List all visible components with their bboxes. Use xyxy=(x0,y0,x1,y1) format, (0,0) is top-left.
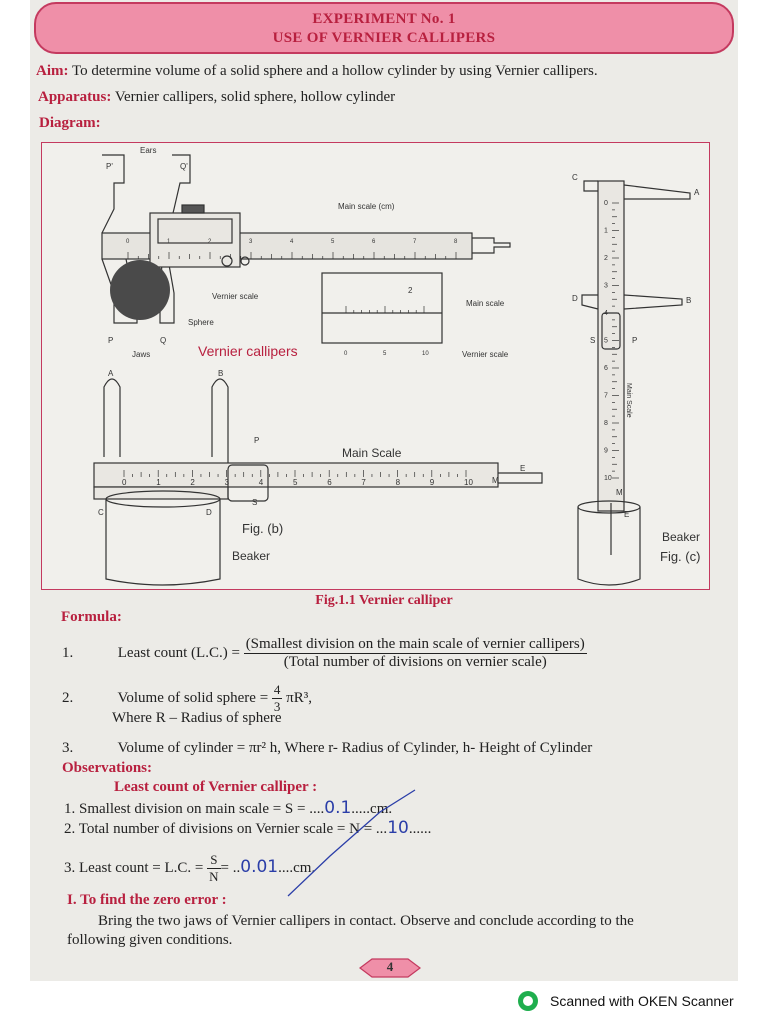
label-b-p: P xyxy=(254,436,260,445)
fig-b-scale-label: 0 xyxy=(122,478,127,487)
formula-2-where: Where R – Radius of sphere xyxy=(112,710,282,726)
label-c-p: P xyxy=(632,336,638,345)
fig-c-scale-label: 8 xyxy=(604,420,608,427)
label-b-e: E xyxy=(520,464,526,473)
fig-a-scale-label: 2 xyxy=(208,239,212,245)
observation-2-unit: ...... xyxy=(408,821,432,837)
fig-a-scale-label: 7 xyxy=(413,239,417,245)
fig-b-scale-label: 7 xyxy=(361,478,366,487)
formula-1-numerator: (Smallest division on the main scale of vernier callipers) xyxy=(245,636,585,652)
fig-c-scale-label: 9 xyxy=(604,447,608,455)
observation-3-numerator: S xyxy=(207,852,220,869)
fig-c-scale-label: 6 xyxy=(604,365,608,372)
formula-2-denominator: 3 xyxy=(273,699,281,714)
observation-1-unit: .....cm. xyxy=(351,801,393,817)
fig-c-scale-label: 2 xyxy=(604,255,608,262)
label-c-b: B xyxy=(686,296,692,305)
formula-label: Formula: xyxy=(61,609,122,625)
label-c-m: M xyxy=(616,488,623,497)
apparatus-label: Apparatus: xyxy=(38,89,112,105)
aim-text: To determine volume of a solid sphere and a hollow cylinder by using Vernier callipers. xyxy=(71,63,598,79)
formula-3-num: 3. xyxy=(62,740,74,756)
label-inset-vernier: Vernier scale xyxy=(462,350,509,359)
document-page xyxy=(30,0,738,981)
zero-error-line-1: Bring the two jaws of Vernier callipers in contact. Observe and conclude according to the xyxy=(98,913,634,929)
scanner-footer-text: Scanned with OKEN Scanner xyxy=(550,993,734,1009)
label-b-b: B xyxy=(218,369,224,378)
observation-3-text: Least count = L.C. = xyxy=(79,859,204,876)
fig-b-scale-label: 8 xyxy=(395,478,401,487)
label-c-a: A xyxy=(694,188,700,197)
inset-vernier-label: 10 xyxy=(422,351,429,357)
label-b-beaker: Beaker xyxy=(232,549,271,563)
fig-b-scale-label: 6 xyxy=(327,478,332,487)
scanner-footer xyxy=(518,990,734,1012)
formula-1-denominator: (Total number of divisions on vernier scale) xyxy=(283,654,547,670)
label-sphere: Sphere xyxy=(188,318,214,327)
formula-3-text: Volume of cylinder = πr² h, Where r- Radius of Cylinder, h- Height of Cylinder xyxy=(117,740,593,756)
diagram-label: Diagram: xyxy=(39,115,101,131)
fig-c-scale-label: 7 xyxy=(604,392,608,400)
ink-annotation xyxy=(30,0,738,981)
label-fig-b: Fig. (b) xyxy=(242,521,284,536)
formula-2-num: 2. xyxy=(62,689,74,706)
fig-a-scale-label: 3 xyxy=(249,239,253,245)
oken-scanner-logo-icon xyxy=(518,991,538,1011)
observation-3-value: 0.01 xyxy=(240,856,279,877)
fig-c-scale-label: 1 xyxy=(604,227,608,235)
label-c-e: E xyxy=(624,510,630,519)
observation-1-num: 1. xyxy=(64,801,76,817)
fig-b-scale-label: 9 xyxy=(429,478,435,487)
observation-2-value: 10 xyxy=(387,818,409,838)
fig-a-scale-label: 1 xyxy=(167,239,171,245)
fig-c-scale-label: 10 xyxy=(604,475,612,482)
label-b-m: M xyxy=(492,476,499,485)
apparatus-text: Vernier callipers, solid sphere, hollow cylinder xyxy=(114,89,396,105)
observation-1-value: 0.1 xyxy=(324,798,352,818)
label-inset-main: Main scale xyxy=(466,299,505,308)
page-number: 4 xyxy=(386,959,394,974)
formula-1-num: 1. xyxy=(62,644,74,661)
label-p: P xyxy=(108,336,114,345)
observations-label: Observations: xyxy=(62,760,152,776)
fig-a-scale-label: 4 xyxy=(290,239,294,245)
zero-error-heading: I. To find the zero error : xyxy=(67,892,227,908)
fig-b-scale-label: 5 xyxy=(293,478,298,487)
observation-3-eq: = .. xyxy=(220,859,241,876)
fig-c-scale-label: 3 xyxy=(604,282,608,290)
label-q: Q xyxy=(160,336,167,345)
label-b-a: A xyxy=(108,369,114,378)
label-b-c: C xyxy=(98,508,104,517)
observation-3-unit: ....cm. xyxy=(278,859,316,876)
inset-vernier-label: 0 xyxy=(344,351,348,357)
least-count-heading: Least count of Vernier calliper : xyxy=(114,779,318,795)
formula-2-numerator: 4 xyxy=(273,682,281,697)
fig-b-scale-label: 4 xyxy=(258,478,264,487)
observation-3-num: 3. xyxy=(64,859,76,876)
formula-2-lhs: Volume of solid sphere = xyxy=(117,689,269,706)
observation-2-text: Total number of divisions on Vernier scale = N = ... xyxy=(78,821,388,837)
fig-a-scale-label: 5 xyxy=(331,239,335,245)
label-ears: Ears xyxy=(140,146,157,155)
page-number-badge xyxy=(358,958,422,978)
fig-c-scale-label: 5 xyxy=(604,337,608,345)
fig-b-scale-label: 2 xyxy=(190,478,195,487)
label-jaws: Jaws xyxy=(132,350,151,359)
aim-label: Aim: xyxy=(36,63,69,79)
label-c-beaker: Beaker xyxy=(662,530,701,544)
fig-c-scale-label: 4 xyxy=(604,310,608,317)
fig-a-scale-label: 6 xyxy=(372,239,376,245)
label-b-main-scale: Main Scale xyxy=(342,446,402,460)
label-p-top: P' xyxy=(106,162,113,171)
fig-b-scale-label: 1 xyxy=(156,478,161,487)
label-fig-c: Fig. (c) xyxy=(660,549,701,564)
label-b-d: D xyxy=(206,508,212,517)
inset-vernier-label: 5 xyxy=(383,351,387,357)
label-inset-top: 2 xyxy=(408,286,413,295)
label-c-d: D xyxy=(572,294,578,303)
label-b-s: S xyxy=(252,498,258,507)
fig-a-scale-label: 0 xyxy=(126,239,130,245)
label-c-main-scale: Main Scale xyxy=(625,383,632,418)
label-vernier-scale: Vernier scale xyxy=(212,292,259,301)
observation-3-denominator: N xyxy=(209,869,219,884)
observation-2-num: 2. xyxy=(64,821,76,837)
experiment-title: USE OF VERNIER CALLIPERS xyxy=(272,30,496,46)
figure-caption: Fig.1.1 Vernier calliper xyxy=(315,593,453,608)
formula-1-lhs: Least count (L.C.) = xyxy=(117,644,240,661)
observation-1-text: Smallest division on main scale = S = .... xyxy=(79,801,325,817)
fig-b-scale-label: 3 xyxy=(224,478,230,487)
label-vernier-callipers: Vernier callipers xyxy=(198,343,298,359)
label-q-top: Q' xyxy=(180,162,188,171)
fig-b-scale-label: 10 xyxy=(464,478,473,487)
zero-error-line-2: following given conditions. xyxy=(67,932,233,948)
fig-c-scale-label: 0 xyxy=(604,200,608,207)
label-main-scale-cm: Main scale (cm) xyxy=(338,202,395,211)
label-c-s: S xyxy=(590,336,596,345)
label-c-c: C xyxy=(572,173,578,182)
experiment-number: EXPERIMENT No. 1 xyxy=(312,11,456,27)
fig-a-scale-label: 8 xyxy=(454,239,458,245)
formula-2-rhs: πR³, xyxy=(286,689,312,706)
